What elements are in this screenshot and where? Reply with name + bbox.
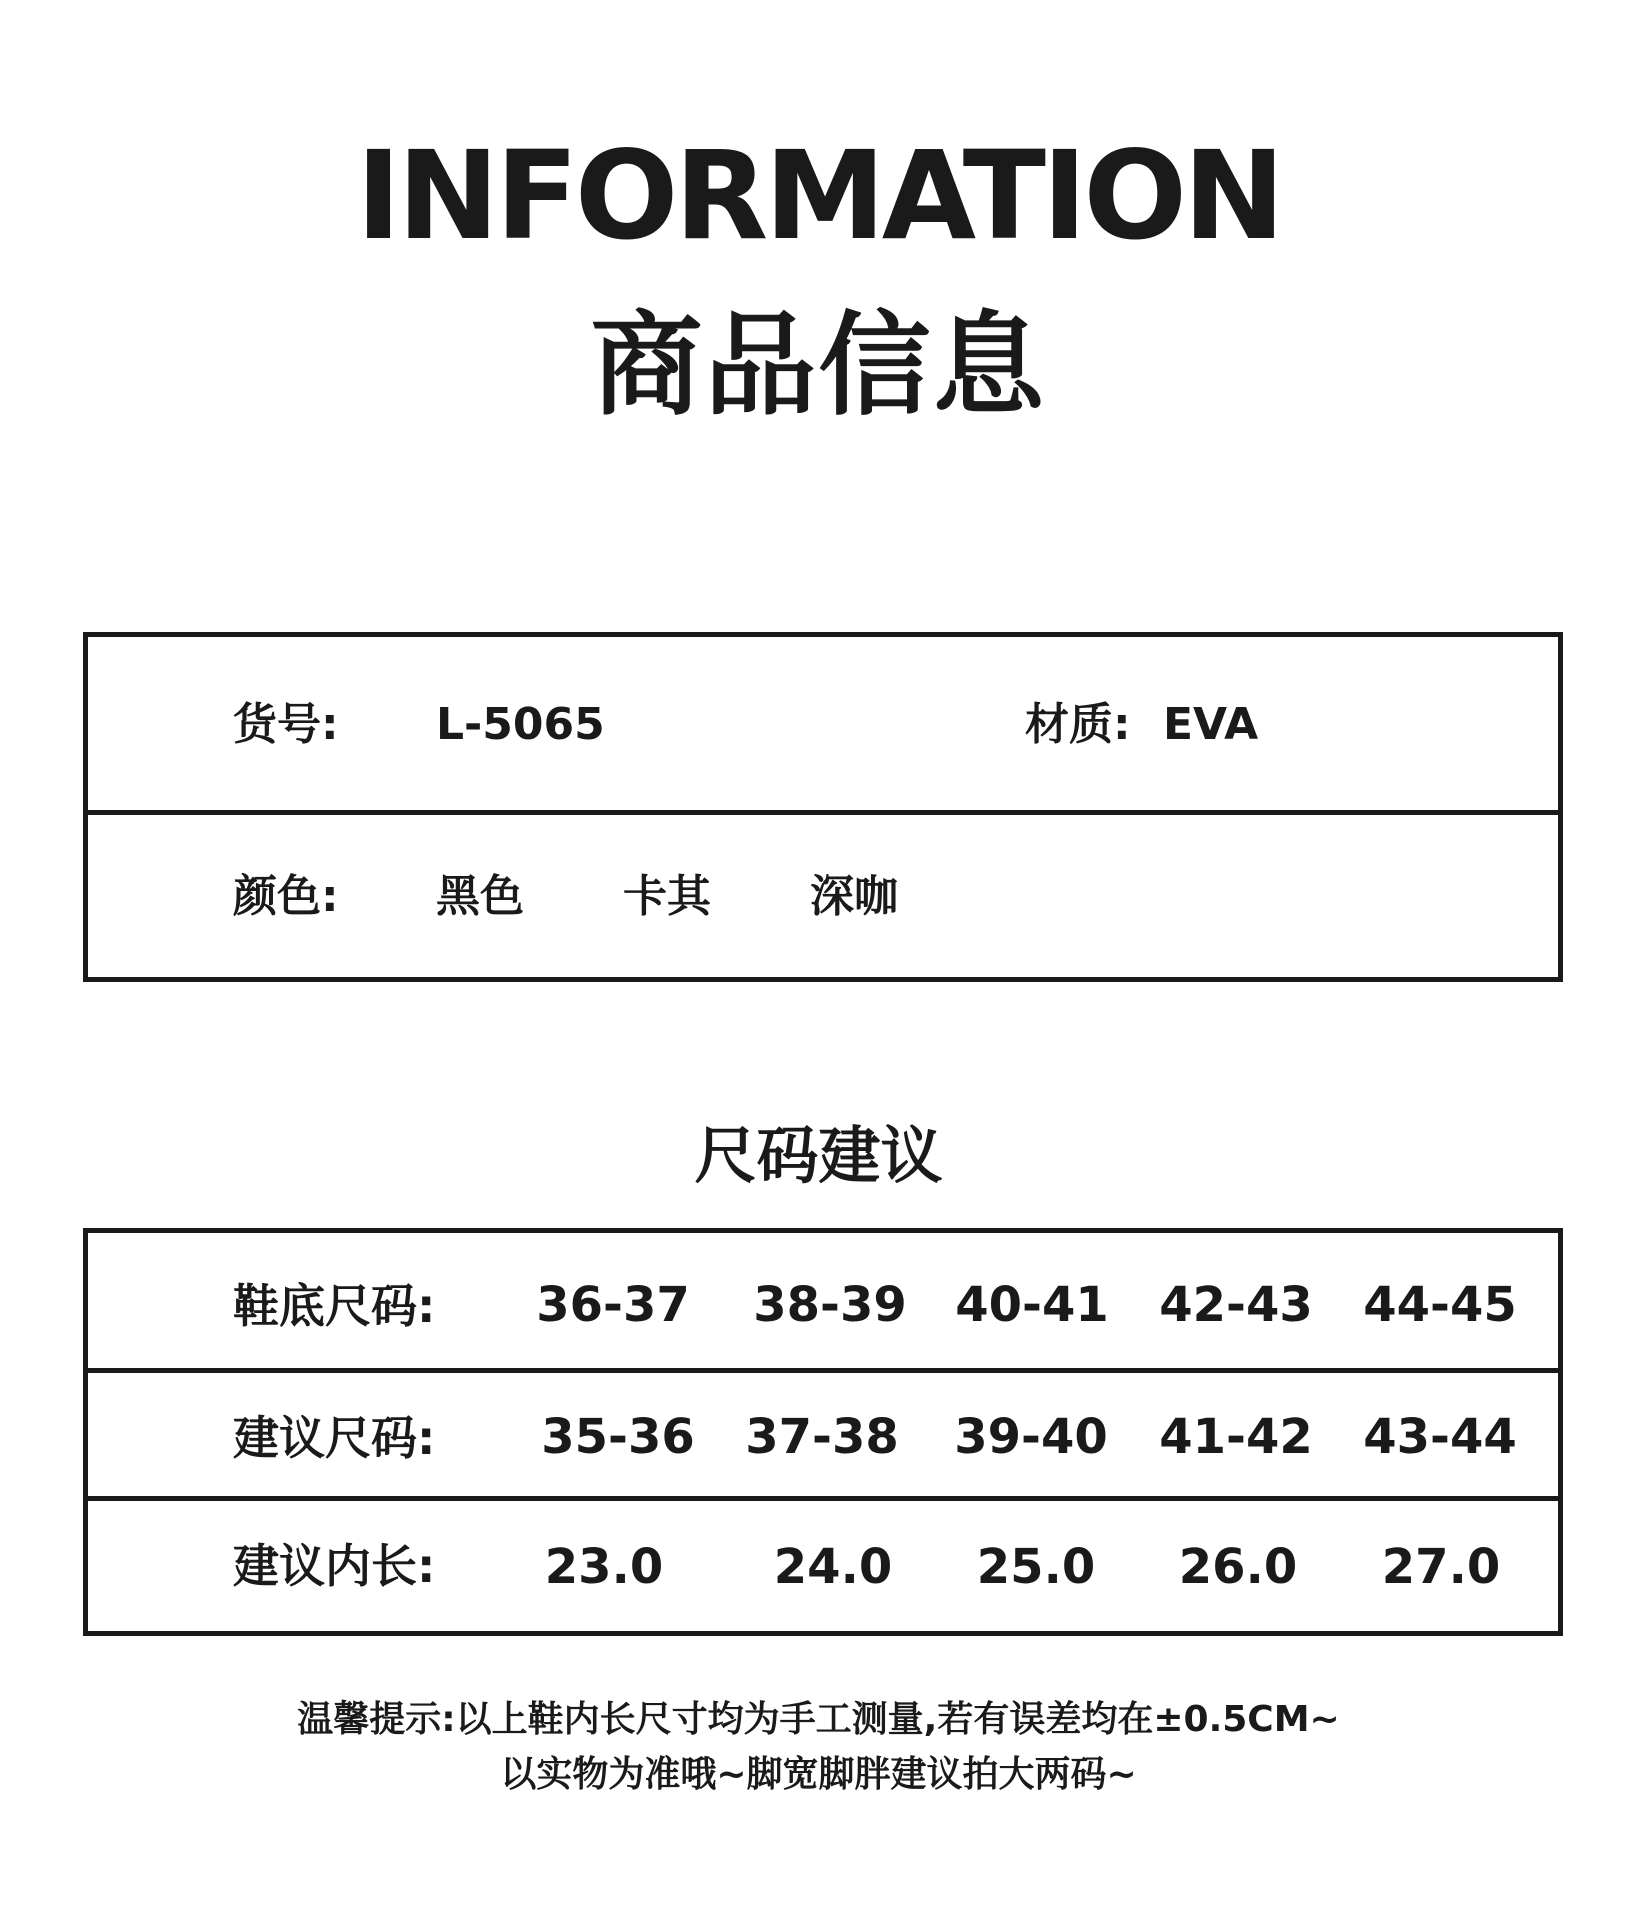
page-title-english: INFORMATION	[355, 125, 1282, 267]
info-row-item-material	[88, 637, 1558, 815]
size-cell: 24.0	[773, 1539, 893, 1595]
item-no-value: L-5065	[436, 699, 605, 750]
size-cell: 44-45	[1363, 1277, 1517, 1333]
size-section-title: 尺码建议	[694, 1119, 943, 1192]
size-row-label: 建议内长:	[233, 1539, 436, 1593]
size-cell: 39-40	[954, 1409, 1108, 1465]
size-cell: 36-37	[536, 1277, 690, 1333]
product-info-table	[83, 632, 1563, 982]
size-cell: 35-36	[541, 1409, 695, 1465]
size-table	[83, 1228, 1563, 1636]
size-row-label: 建议尺码:	[233, 1411, 436, 1465]
size-cell: 37-38	[745, 1409, 899, 1465]
material-label: 材质:	[1025, 699, 1131, 750]
tip-note-line-1: 温馨提示:以上鞋内长尺寸均为手工测量,若有误差均在±0.5CM~	[297, 1699, 1340, 1740]
size-cell: 42-43	[1159, 1277, 1313, 1333]
page-title-chinese: 商品信息	[590, 301, 1047, 431]
color-label: 颜色:	[233, 871, 339, 922]
material-value: EVA	[1163, 699, 1259, 750]
size-cell: 27.0	[1381, 1539, 1501, 1595]
size-row-sole	[88, 1233, 1558, 1373]
size-cell: 23.0	[544, 1539, 664, 1595]
size-cell: 43-44	[1363, 1409, 1517, 1465]
item-no-label: 货号:	[233, 699, 339, 750]
info-row-colors	[88, 815, 1558, 977]
size-cell: 41-42	[1159, 1409, 1313, 1465]
size-cell: 40-41	[955, 1277, 1109, 1333]
color-option: 黑色	[436, 871, 524, 922]
size-cell: 25.0	[976, 1539, 1096, 1595]
tip-note-line-2: 以实物为准哦~脚宽脚胖建议拍大两码~	[500, 1754, 1137, 1795]
color-option: 卡其	[623, 871, 711, 922]
color-option: 深咖	[810, 871, 898, 922]
size-row-label: 鞋底尺码:	[233, 1279, 436, 1333]
size-cell: 38-39	[753, 1277, 907, 1333]
size-row-inner-length	[88, 1501, 1558, 1631]
size-cell: 26.0	[1178, 1539, 1298, 1595]
size-row-recommended	[88, 1373, 1558, 1501]
